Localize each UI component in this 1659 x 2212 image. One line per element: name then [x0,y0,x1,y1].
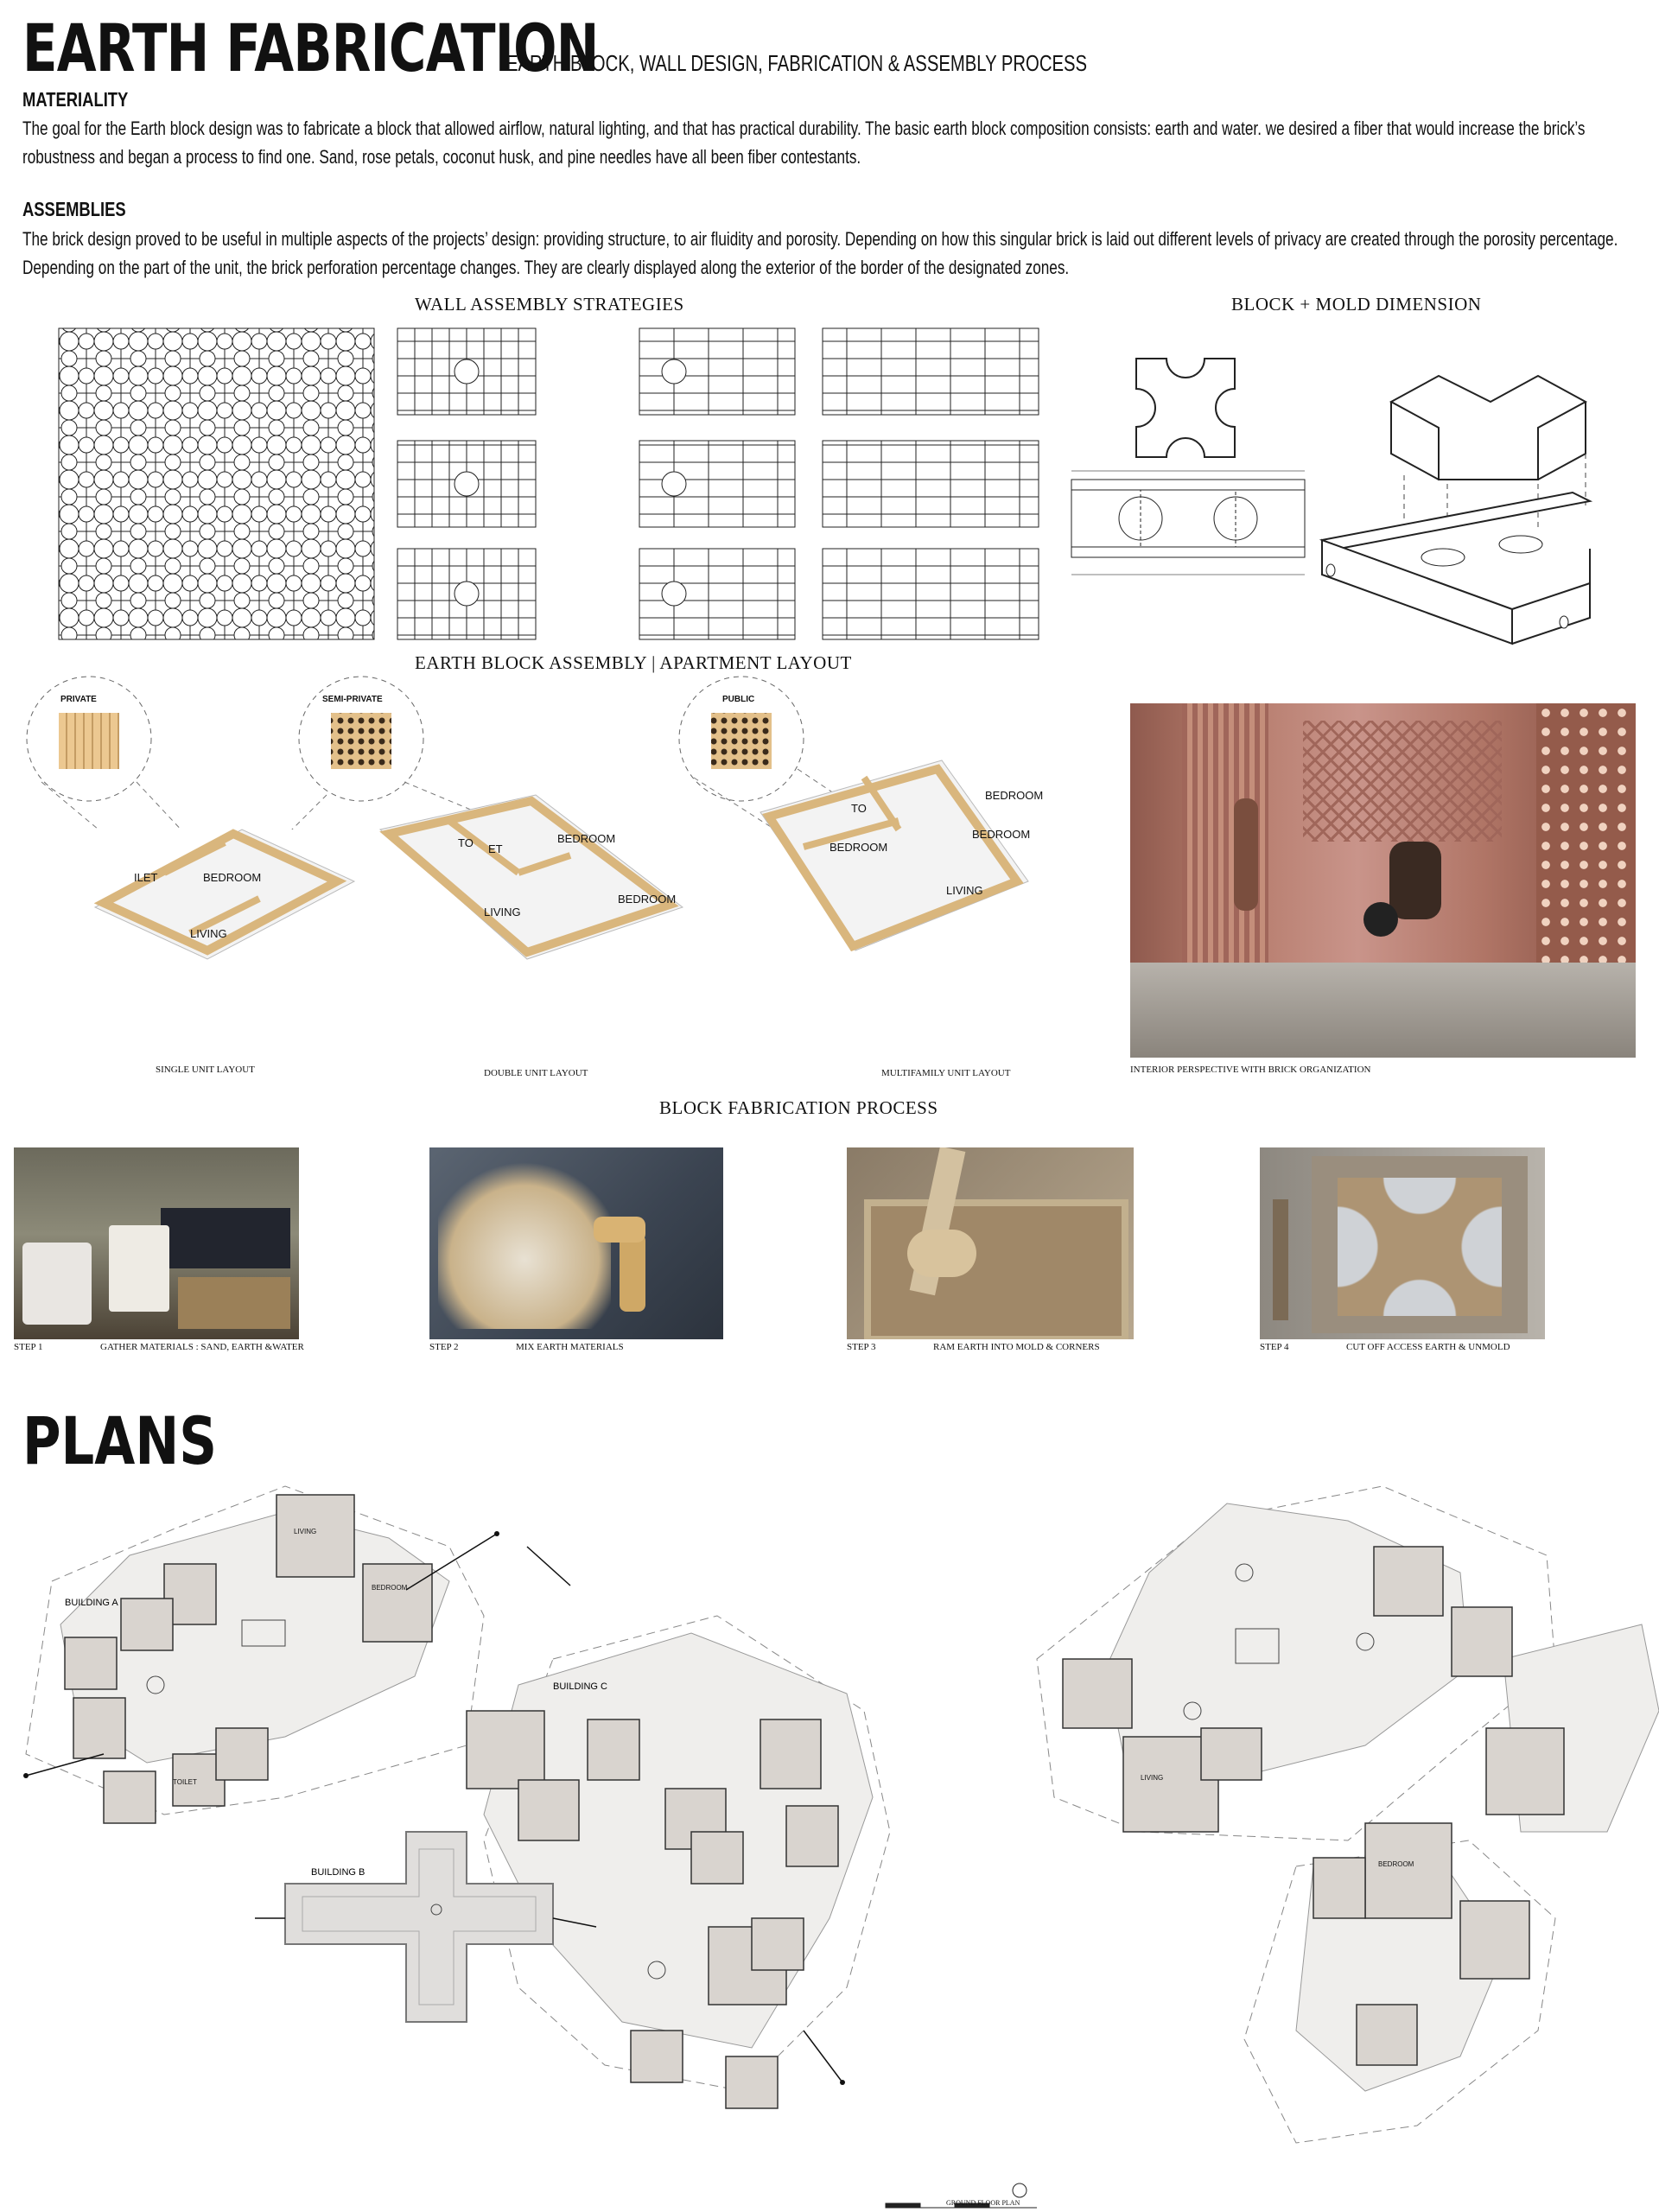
assemblies-heading: ASSEMBLIES [22,198,126,220]
multi-unit-caption: MULTIFAMILY UNIT LAYOUT [881,1068,1011,1078]
wall-assembly-title: WALL ASSEMBLY STRATEGIES [415,294,684,315]
room-label: BEDROOM [830,841,888,854]
plans-title: PLANS [22,1402,218,1479]
room-label: BEDROOM [557,832,616,845]
room-label: ET [488,842,503,855]
plan-room-label: LIVING [294,1528,317,1535]
step-3-photo [847,1147,1134,1339]
semi-private-label: SEMI-PRIVATE [322,695,383,704]
plan-room-label: BEDROOM [372,1584,408,1592]
materiality-text: The goal for the Earth block design was to fabricate a block that allowed airflow, natural lighting, and that has practical durability. The basic earth block composition consists: earth and water. we desired a fiber that would increase the brick’s robustness and began a process to find one. Sand, rose petals, coconut husk, and pine needles have all been fiber contestants. [22,118,1586,168]
step-3-text: RAM EARTH INTO MOLD & CORNERS [933,1342,1100,1352]
block-mold-title: BLOCK + MOLD DIMENSION [1231,294,1482,315]
double-unit-caption: DOUBLE UNIT LAYOUT [484,1068,588,1078]
room-label: BEDROOM [985,789,1044,802]
building-b-label: BUILDING B [311,1867,365,1878]
room-label: LIVING [946,884,983,897]
room-label: LIVING [484,906,521,918]
earth-block-assembly-title: EARTH BLOCK ASSEMBLY | APARTMENT LAYOUT [415,652,852,673]
step-1-text: GATHER MATERIALS : SAND, EARTH &WATER [100,1342,304,1352]
room-label: BEDROOM [203,871,262,884]
step-2-photo [429,1147,723,1339]
materiality-heading: MATERIALITY [22,88,129,111]
private-label: PRIVATE [60,695,97,704]
room-label: TO [851,802,867,815]
assemblies-text: The brick design proved to be useful in multiple aspects of the projects’ design: providing structure, to air fluidity and porosity. Depending on how this singular brick is laid out different levels of privacy are created through the porosity percentage. Depending on the part of the unit, the brick perforation percentage changes. They are clearly displayed along the exterior of the border of the designated zones. [22,228,1618,278]
step-4-number: STEP 4 [1260,1342,1289,1352]
step-2-text: MIX EARTH MATERIALS [516,1342,624,1352]
room-label: TO [458,836,474,849]
plan-room-label: LIVING [1141,1774,1164,1782]
wall-assembly-diagrams [52,324,1046,644]
interior-caption: INTERIOR PERSPECTIVE WITH BRICK ORGANIZATION [1130,1065,1371,1075]
interior-perspective-image [1130,703,1636,1058]
fabrication-title: BLOCK FABRICATION PROCESS [659,1097,938,1118]
room-label: BEDROOM [618,893,677,906]
building-c-label: BUILDING C [553,1681,607,1692]
step-2-number: STEP 2 [429,1342,459,1352]
step-3-number: STEP 3 [847,1342,876,1352]
step-4-text: CUT OFF ACCESS EARTH & UNMOLD [1346,1342,1510,1352]
room-label: ILET [134,871,158,884]
building-a-label: BUILDING A [65,1598,118,1608]
unit-layout-isometrics [86,752,1123,1037]
plan-room-label: TOILET [173,1778,197,1786]
room-label: LIVING [190,927,227,940]
public-label: PUBLIC [722,695,755,704]
room-label: BEDROOM [972,828,1031,841]
ground-floor-plans [0,1469,1659,2212]
page-title: EARTH FABRICATION [22,10,599,86]
step-1-photo [14,1147,299,1339]
block-mold-drawing [1063,324,1650,670]
step-1-number: STEP 1 [14,1342,43,1352]
double-unit-model [380,795,683,959]
step-4-photo [1260,1147,1545,1339]
single-unit-caption: SINGLE UNIT LAYOUT [156,1065,255,1075]
plan-room-label: BEDROOM [1378,1860,1414,1868]
ground-floor-plan-label: GROUND FLOOR PLAN [946,2199,1020,2207]
page-subtitle: EARTH BLOCK, WALL DESIGN, FABRICATION & ASSEMBLY PROCESS [506,50,1088,76]
